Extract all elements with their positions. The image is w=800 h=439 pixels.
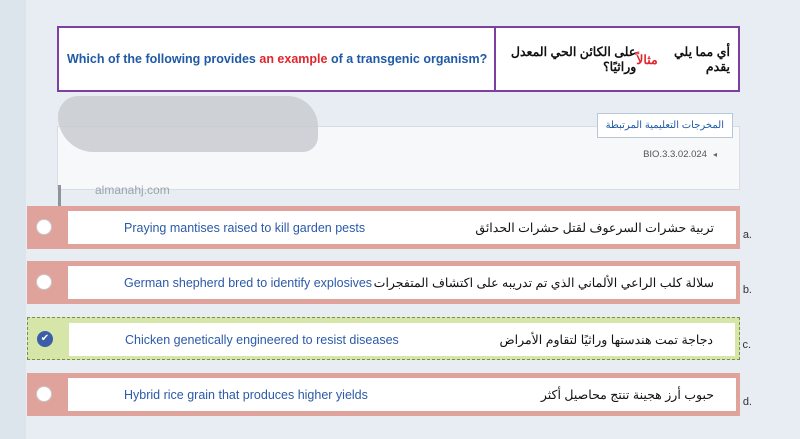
option-letter: c. [742,339,751,351]
question-en-text: Which of the following provides [67,52,256,66]
question-ar-text-end: على الكائن الحي المعدل وراثيًا؟ [510,45,637,74]
outcome-code: BIO.3.3.02.024 [643,149,707,160]
option-c[interactable] [27,317,751,360]
question-ar-text: أي مما يلي يقدم [674,45,730,74]
option-a[interactable] [27,206,752,249]
radio-button[interactable] [36,274,52,290]
redaction-smudge [58,96,318,152]
question-english [59,28,496,90]
option-letter: d. [742,396,752,408]
radio-checked-icon[interactable]: ✔ [37,331,53,347]
option-letter: a. [742,229,752,241]
option-content [69,323,735,356]
option-content [68,211,736,244]
radio-button[interactable] [36,386,52,402]
window-left-edge [0,0,26,439]
caret-left-icon: ◂ [712,150,717,159]
question-arabic [496,28,738,90]
option-letter: b. [742,284,752,296]
option-english: Chicken genetically engineered to resist diseases [125,332,399,347]
option-d[interactable] [27,373,752,416]
watermark-url: almanahj.com [95,183,170,197]
question-en-highlight: an example [259,52,328,66]
option-english: Hybrid rice grain that produces higher yields [124,387,368,402]
option-arabic: دجاجة تمت هندستها وراثيًا لتقاوم الأمراض [499,333,713,347]
radio-button[interactable] [36,219,52,235]
question-en-text-end: of a transgenic organism? [330,52,488,66]
question-ar-highlight: مثالاً [636,52,658,67]
option-english: Praying mantises raised to kill garden pests [124,220,366,235]
option-content [68,266,736,299]
learning-outcomes-label: المخرجات التعليمية المرتبطة [605,120,724,131]
option-arabic: سلالة كلب الراعي الألماني الذي تم تدريبه على اكتشاف المتفجرات [373,276,714,290]
outcome-code-row[interactable] [643,149,717,160]
question-box [57,26,740,92]
option-b[interactable] [27,261,752,304]
learning-outcomes-tab[interactable] [597,113,733,138]
option-arabic: حبوب أرز هجينة تنتج محاصيل أكثر [540,388,714,402]
option-content [68,378,736,411]
option-english: German shepherd bred to identify explosives [124,275,373,290]
option-arabic: تربية حشرات السرعوف لقتل حشرات الحدائق [475,221,714,235]
